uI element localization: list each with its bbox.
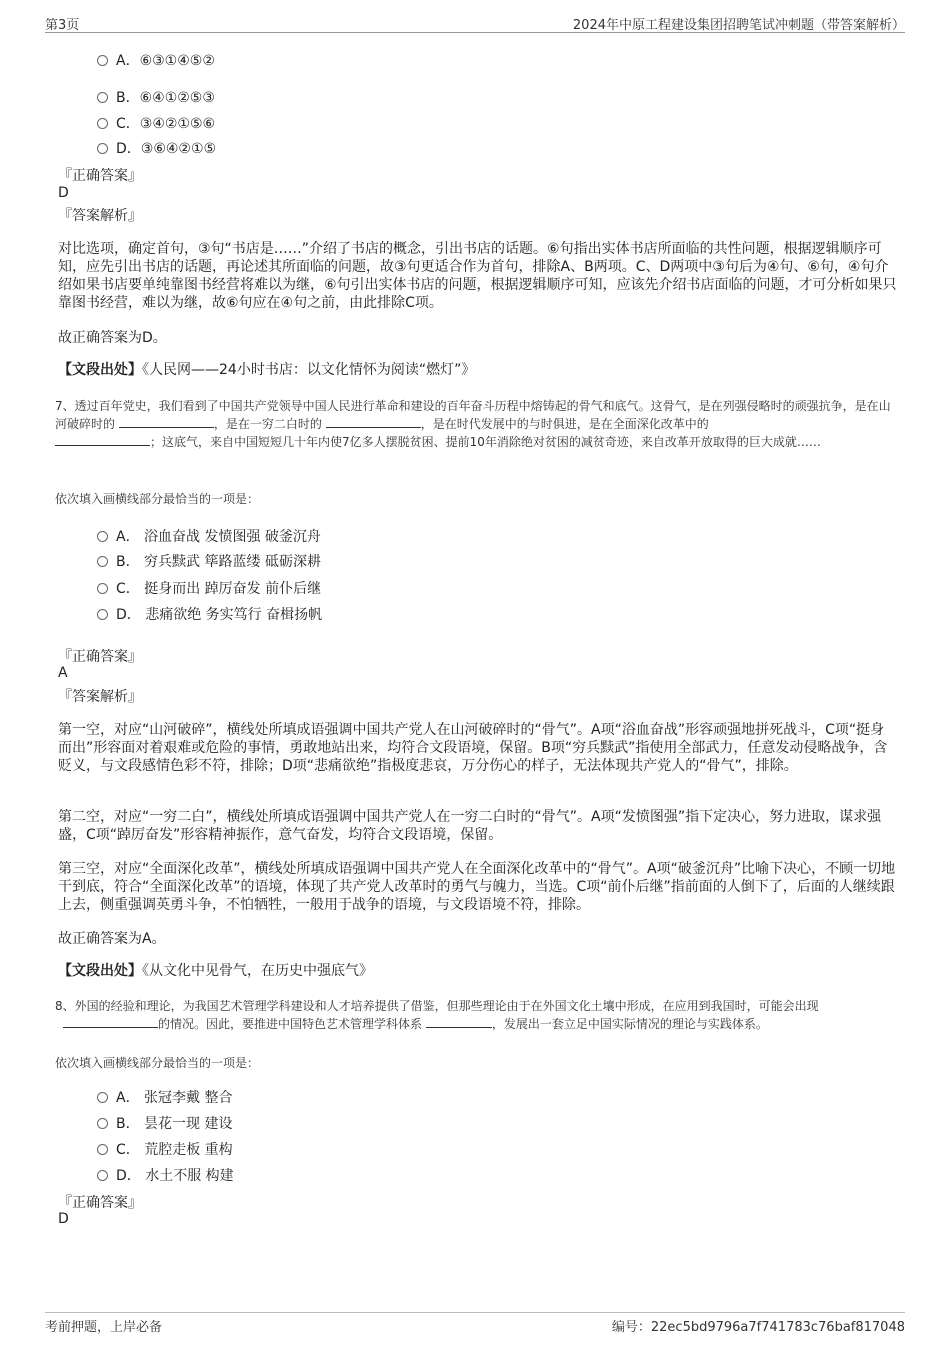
blank-2: [326, 415, 421, 428]
footer-slogan: 考前押题，上岸必备: [45, 1320, 163, 1335]
q6-source: 【文段出处】《人民网——24小时书店：以文化情怀为阅读“燃灯”》: [58, 362, 476, 378]
document-code: 编号：22ec5bd9796a7f741783c76baf817048: [611, 1320, 905, 1335]
q8-answer: D: [58, 1211, 69, 1227]
radio-icon[interactable]: [97, 583, 108, 594]
radio-icon[interactable]: [97, 92, 108, 103]
page-header: [45, 12, 905, 33]
radio-icon[interactable]: [97, 609, 108, 620]
q8-option-b[interactable]: B． 昙花一现 建设: [97, 1113, 233, 1133]
q7-source: 【文段出处】《从文化中见骨气，在历史中强底气》: [58, 963, 373, 979]
q6-answer: D: [58, 185, 69, 201]
radio-icon[interactable]: [97, 1170, 108, 1181]
radio-icon[interactable]: [97, 1144, 108, 1155]
q7-analysis-2: 第二空，对应“一穷二白”，横线处所填成语强调中国共产党人在一穷二白时的“骨气”。A项“发愤图强”指下定决心，努力进取，谋求强盛，C项“踔厉奋发”形容精神振作，意气奋发，均符合文段语境，保留。: [58, 809, 882, 843]
q6-option-b[interactable]: B．⑥④①②⑤③: [97, 87, 215, 107]
radio-icon[interactable]: [97, 1118, 108, 1129]
q8-prompt: 依次填入画横线部分最恰当的一项是：: [55, 1056, 260, 1070]
q6-analysis-text: 对比选项，确定首句，③句“书店是……”介绍了书店的概念，引出书店的话题。⑥句指出实体书店所面临的共性问题，根据逻辑顺序可知，应先引出书店的话题，再论述其所面临的问题，故③句更适合作为首句，排除A、B两项。C、D两项中③句后为④句、⑥句，④句介绍如果书店要单纯靠图书经营将难以为继，⑥句引出实体书店的问题，根据逻辑顺序可知，应该先介绍书店面临的问题，才可分析如果只靠图书经营，难以为继，故⑥句应在④句之前，由此排除C项。: [58, 241, 897, 311]
q8-option-a[interactable]: A． 张冠李戴 整合: [97, 1087, 232, 1107]
q7-conclusion: 故正确答案为A。: [58, 931, 166, 947]
q8-answer-label: 『正确答案』: [58, 1195, 142, 1211]
blank-2: [426, 1015, 492, 1028]
radio-icon[interactable]: [97, 531, 108, 542]
radio-icon[interactable]: [97, 118, 108, 129]
q7-question: 7、透过百年党史，我们看到了中国共产党领导中国人民进行革命和建设的百年奋斗历程中熔铸起的骨气和底气。这骨气，是在列强侵略时的顽强抗争，是在山河破碎时的 ，是在一穷二白时的 ，是在时代发展中的与时俱进，是在全面深化改革中的 ；这底气，来自中国短短几十年内使7亿多人摆脱贫困、提前10年消除绝对贫困的减贫奇迹，来自改革开放取得的巨大成就……: [55, 399, 891, 449]
radio-icon[interactable]: [97, 556, 108, 567]
q7-option-a[interactable]: A． 浴血奋战 发愤图强 破釜沉舟: [97, 526, 321, 546]
q7-answer-label: 『正确答案』: [58, 649, 142, 665]
q8-option-d[interactable]: D． 水土不服 构建: [97, 1165, 234, 1185]
q7-answer: A: [58, 665, 68, 681]
q7-analysis-1: 第一空，对应“山河破碎”，横线处所填成语强调中国共产党人在山河破碎时的“骨气”。A项“浴血奋战”形容顽强地拼死战斗，C项“挺身而出”形容面对着艰难或危险的事情，勇敢地站出来，均符合文段语境，保留。B项“穷兵黩武”指使用全部武力，任意发动侵略战争，含贬义，与文段感情色彩不符，排除；D项“悲痛欲绝”指极度悲哀，万分伤心的样子，无法体现共产党人的“骨气”，排除。: [58, 722, 888, 774]
q7-analysis-3: 第三空，对应“全面深化改革”，横线处所填成语强调中国共产党人在全面深化改革中的“骨气”。A项“破釜沉舟”比喻下决心，不顾一切地干到底，符合“全面深化改革”的语境，体现了共产党人改革时的勇气与魄力，当选。C项“前仆后继”指前面的人倒下了，后面的人继续跟上去，侧重强调英勇斗争，不怕牺牲，一般用于战争的语境，与文段语境不符，排除。: [58, 861, 896, 913]
blank-1: [119, 415, 214, 428]
radio-icon[interactable]: [97, 143, 108, 154]
blank-3: [55, 433, 150, 446]
page-number: 第3页: [45, 18, 80, 33]
q7-prompt: 依次填入画横线部分最恰当的一项是：: [55, 492, 260, 506]
q8-question: 8、外国的经验和理论，为我国艺术管理学科建设和人才培养提供了借鉴，但那些理论由于在外国文化土壤中形成，在应用到我国时，可能会出现 的情况。因此，要推进中国特色艺术管理学科体系 ，发展出一套立足中国实际情况的理论与实践体系。: [55, 999, 819, 1031]
radio-icon[interactable]: [97, 55, 108, 66]
q7-option-d[interactable]: D． 悲痛欲绝 务实笃行 奋楫扬帆: [97, 604, 322, 624]
blank-1: [63, 1015, 158, 1028]
q7-analysis-label: 『答案解析』: [58, 689, 142, 705]
q6-option-d[interactable]: D．③⑥④②①⑤: [97, 138, 216, 158]
q6-option-c[interactable]: C．③④②①⑤⑥: [97, 113, 215, 133]
radio-icon[interactable]: [97, 1092, 108, 1103]
page-footer: [45, 1312, 905, 1339]
q8-option-c[interactable]: C． 荒腔走板 重构: [97, 1139, 233, 1159]
q6-option-a[interactable]: A．⑥③①④⑤②: [97, 50, 215, 70]
q6-conclusion: 故正确答案为D。: [58, 330, 167, 346]
document-title: 2024年中原工程建设集团招聘笔试冲刺题（带答案解析）: [572, 18, 905, 33]
q6-answer-label: 『正确答案』: [58, 168, 142, 184]
q6-analysis-label: 『答案解析』: [58, 208, 142, 224]
q7-option-c[interactable]: C． 挺身而出 踔厉奋发 前仆后继: [97, 578, 321, 598]
q7-option-b[interactable]: B． 穷兵黩武 筚路蓝缕 砥砺深耕: [97, 551, 321, 571]
